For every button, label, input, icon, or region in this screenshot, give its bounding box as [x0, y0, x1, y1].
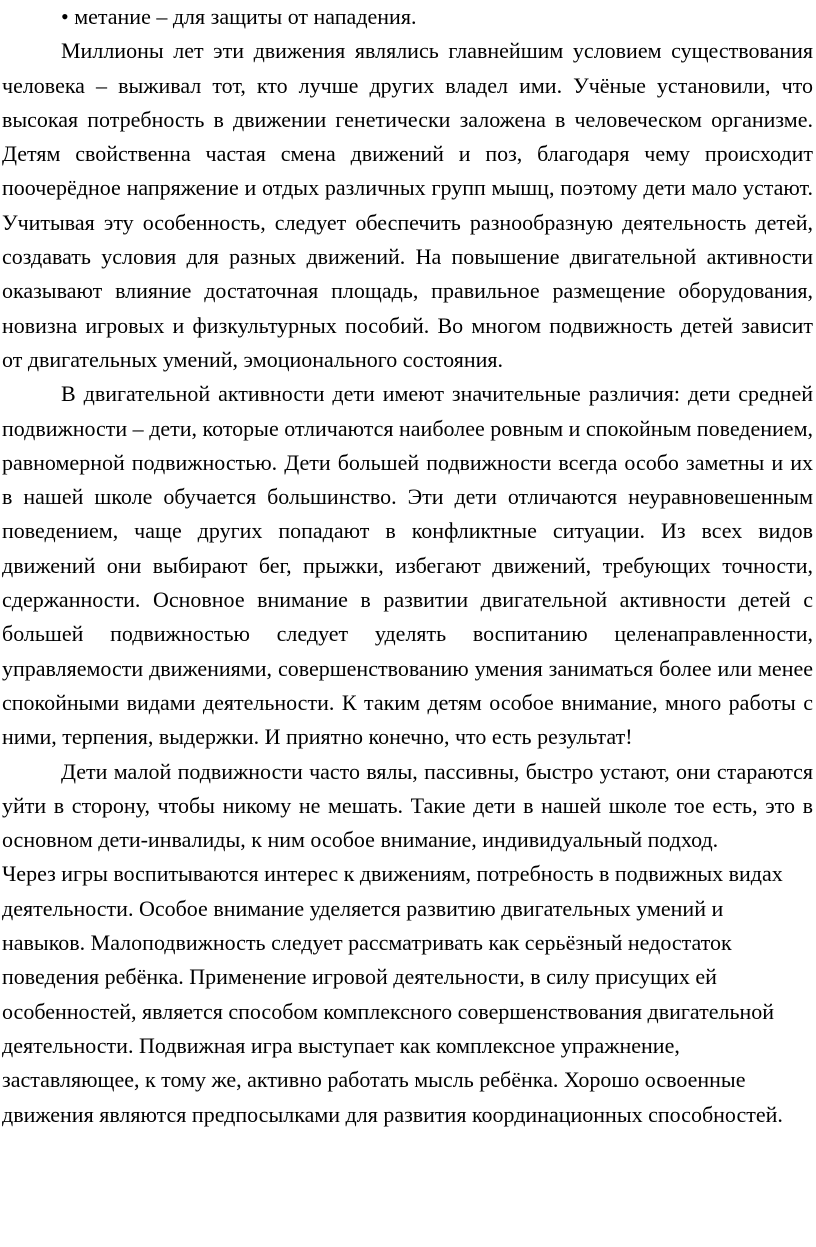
paragraph-activity-differences: В двигательной активности дети имеют значительные различия: дети средней подвижности – дети, которые отличаются наиболее ровным и спокойным поведением, равномерной подвижностью. Дети большей подвижности всегда особо заметны и их в нашей школе обучается большинство. Эти дети отличаются неуравновешенным поведением, чаще других попадают в конфликтные ситуации. Из всех видов движений они выбирают бег, прыжки, избегают движений, требующих точности, сдержанности. Основное внимание в развитии двигательной активности детей с большей подвижностью следует уделять воспитанию целенаправленности, управляемости движениями, совершенствованию умения заниматься более или менее спокойными видами деятельности. К таким детям особое внимание, много работы с ними, терпения, выдержки. И приятно конечно, что есть результат!	[2, 381, 813, 750]
paragraph-movement-history: Миллионы лет эти движения являлись главнейшим условием существования человека – выживал тот, кто лучше других владел ими. Учёные установили, что высокая потребность в движении генетически заложена в человеческом организме. Детям свойственна частая смена движений и поз, благодаря чему происходит поочерёдное напряжение и отдых различных групп мышц, поэтому дети мало устают. Учитывая эту особенность, следует обеспечить разнообразную деятельность детей, создавать условия для разных движений. На повышение двигательной активности оказывают влияние достаточная площадь, правильное размещение оборудования, новизна игровых и физкультурных пособий. Во многом подвижность детей зависит от двигательных умений, эмоционального состояния.	[2, 38, 813, 372]
bullet-item-throwing: • метание – для защиты от нападения.	[61, 4, 417, 29]
paragraph-games: Через игры воспитываются интерес к движениям, потребность в подвижных видах деятельности. Особое внимание уделяется развитию двигательных умений и навыков. Малоподвижность следует рассматривать как серьёзный недостаток поведения ребёнка. Применение игровой деятельности, в силу присущих ей особенностей, является способом комплексного совершенствования двигательной деятельности. Подвижная игра выступает как комплексное упражнение, заставляющее, к тому же, активно работать мысль ребёнка. Хорошо освоенные движения являются предпосылками для развития координационных способностей.	[2, 861, 783, 1127]
paragraph-low-mobility: Дети малой подвижности часто вялы, пассивны, быстро устают, они стараются уйти в сторону, чтобы никому не мешать. Такие дети в нашей школе тое есть, это в основном дети-инвалиды, к ним особое внимание, индивидуальный подход.	[2, 758, 813, 853]
